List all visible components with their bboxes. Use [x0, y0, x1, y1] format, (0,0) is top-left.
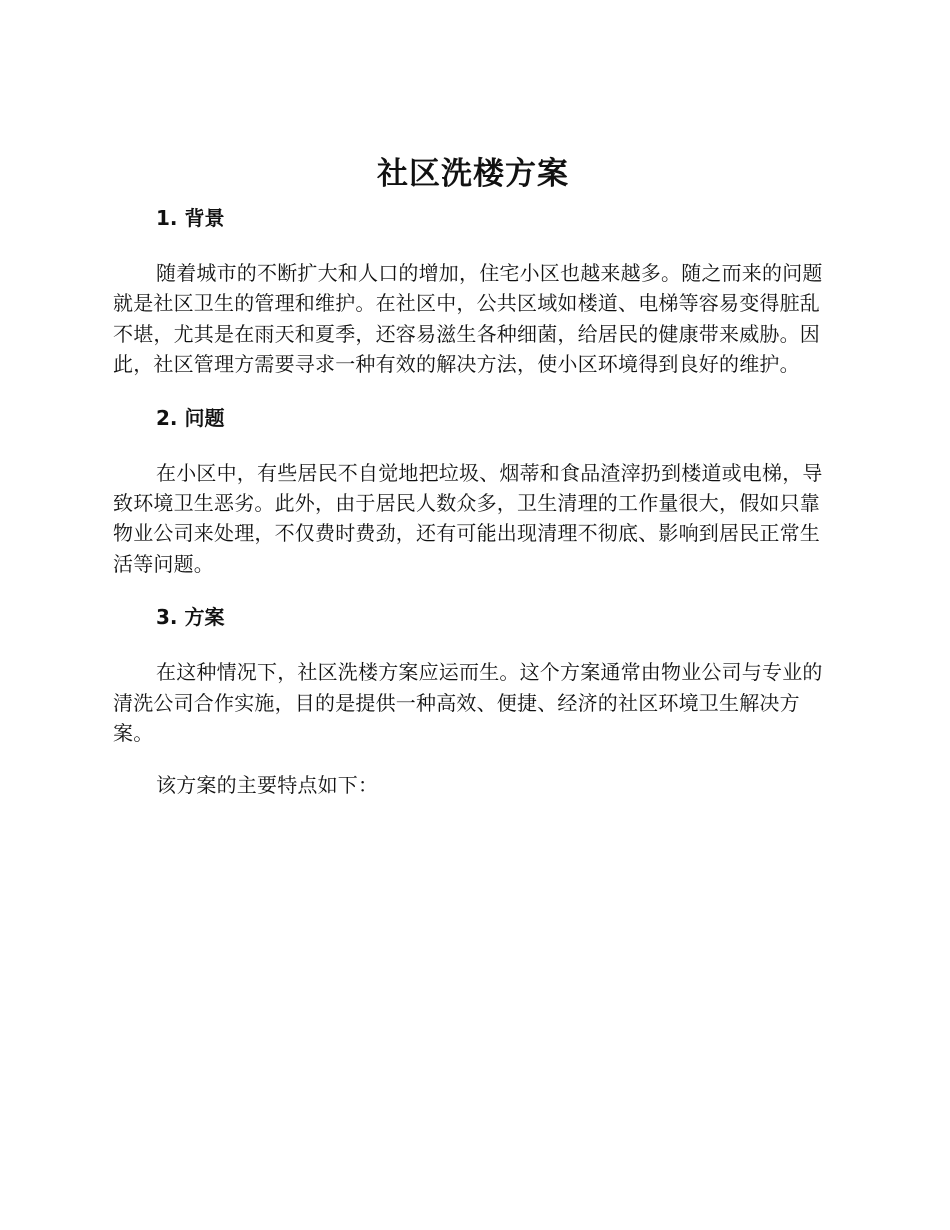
- plan-features-intro: 该方案的主要特点如下：: [156, 773, 379, 798]
- section-heading-plan: 3. 方案: [156, 605, 225, 630]
- section-heading-problem: 2. 问题: [156, 405, 225, 430]
- problem-paragraph: 在小区中，有些居民不自觉地把垃圾、烟蒂和食品渣滓扔到楼道或电梯，导致环境卫生恶劣。此外，由于居民人数众多，卫生清理的工作量很大，假如只靠物业公司来处理，不仅费时费劲，还有可能出现清理不彻底、影响到居民正常生活等问题。: [113, 460, 823, 576]
- plan-paragraph: 在这种情况下，社区洗楼方案应运而生。这个方案通常由物业公司与专业的清洗公司合作实施，目的是提供一种高效、便捷、经济的社区环境卫生解决方案。: [113, 660, 823, 746]
- document-page: [113, 150, 833, 801]
- document-title: 社区洗楼方案: [377, 156, 569, 192]
- section-heading-background: 1. 背景: [156, 206, 225, 230]
- background-paragraph: 随着城市的不断扩大和人口的增加，住宅小区也越来越多。随之而来的问题就是社区卫生的管理和维护。在社区中，公共区域如楼道、电梯等容易变得脏乱不堪，尤其是在雨天和夏季，还容易滋生各种细菌，给居民的健康带来威胁。因此，社区管理方需要寻求一种有效的解决方法，使小区环境得到良好的维护。: [113, 261, 823, 377]
